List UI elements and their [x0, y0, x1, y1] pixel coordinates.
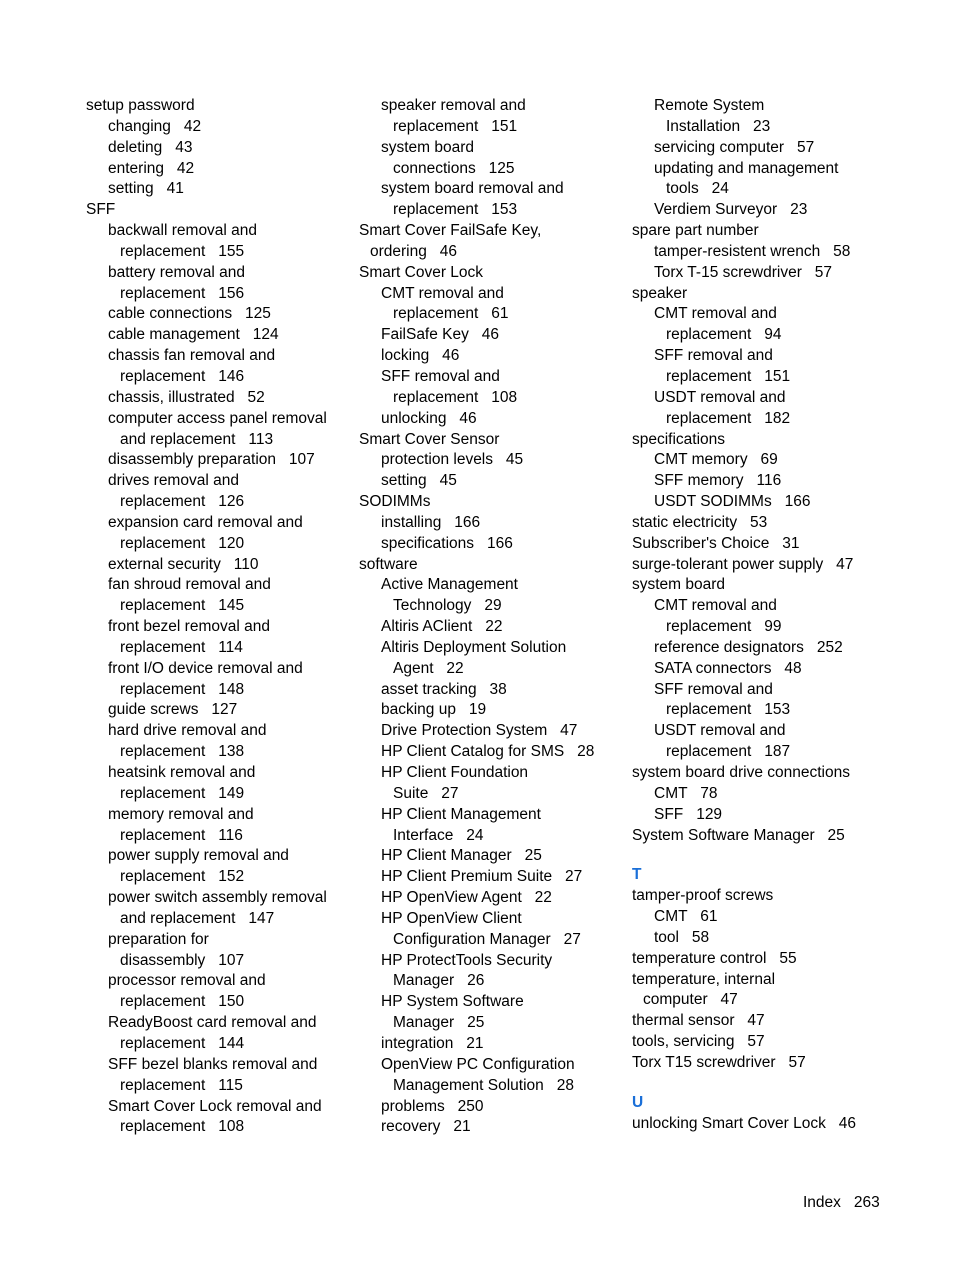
index-entry: ordering 46	[370, 242, 458, 260]
index-entry: integration 21	[381, 1034, 484, 1052]
index-entry: Management Solution 28	[393, 1076, 574, 1094]
index-entry: USDT removal and	[654, 388, 786, 406]
index-entry: static electricity 53	[632, 513, 768, 531]
index-entry: battery removal and	[108, 263, 245, 281]
index-entry: power switch assembly removal	[108, 889, 327, 907]
index-entry: Torx T-15 screwdriver 57	[654, 263, 833, 281]
index-entry: heatsink removal and	[108, 764, 256, 781]
index-entry: Smart Cover FailSafe Key,	[359, 222, 542, 240]
index-entry: tools, servicing 57	[632, 1033, 765, 1051]
index-entry: replacement 99	[666, 618, 782, 636]
index-entry: Active Management	[381, 576, 518, 594]
index-entry: HP ProtectTools Security	[381, 951, 553, 969]
index-entry: replacement 146	[120, 367, 245, 385]
index-entry: thermal sensor 47	[632, 1012, 765, 1030]
index-entry: System Software Manager 25	[632, 826, 845, 844]
index-entry: system board removal and	[381, 180, 564, 198]
index-entry: CMT removal and	[381, 284, 504, 302]
index-entry: replacement 61	[393, 305, 509, 323]
index-entry: computer access panel removal	[108, 409, 327, 427]
index-entry: backwall removal and	[108, 222, 258, 240]
index-entry: deleting 43	[108, 138, 193, 156]
index-entry: updating and management	[654, 159, 839, 177]
index-entry: CMT 61	[654, 908, 718, 926]
index-entry: power supply removal and	[108, 847, 289, 865]
index-entry: and replacement 147	[120, 909, 275, 927]
index-entry: replacement 120	[120, 534, 245, 552]
index-entry: entering 42	[108, 159, 195, 177]
index-entry: HP Client Premium Suite 27	[381, 868, 583, 886]
index-entry: unlocking Smart Cover Lock 46	[632, 1114, 856, 1132]
index-entry: ReadyBoost card removal and	[108, 1014, 317, 1032]
index-entry: replacement 153	[666, 701, 791, 719]
index-entry: replacement 145	[120, 597, 245, 615]
index-entry: servicing computer 57	[654, 138, 815, 156]
index-entry: SFF removal and	[654, 347, 773, 365]
index-entry: unlocking 46	[381, 409, 477, 427]
index-entry: hard drive removal and	[108, 722, 267, 740]
index-entry: guide screws 127	[108, 701, 238, 719]
section-gap	[632, 846, 856, 865]
index-entry: speaker	[632, 284, 688, 302]
index-entry: replacement 148	[120, 680, 245, 698]
page-footer: Index 263	[803, 1194, 880, 1211]
index-entry: computer 47	[643, 991, 738, 1009]
index-entry: preparation for	[108, 930, 209, 948]
index-entry: system board	[632, 576, 726, 594]
index-entry: software	[359, 555, 418, 573]
index-entry: drives removal and	[108, 472, 239, 490]
index-entry: Altiris Deployment Solution	[381, 638, 567, 656]
index-entry: replacement 153	[393, 201, 518, 219]
index-section-letter: U	[632, 1093, 644, 1111]
index-entry: SATA connectors 48	[654, 659, 802, 677]
index-entry: tamper-proof screws	[632, 887, 774, 905]
index-entry: Drive Protection System 47	[381, 722, 578, 740]
index-entry: disassembly preparation 107	[108, 451, 315, 469]
index-entry: replacement 126	[120, 493, 245, 511]
index-entry: Torx T15 screwdriver 57	[632, 1053, 806, 1071]
index-entry: replacement 150	[120, 993, 245, 1011]
index-entry: SFF memory 116	[654, 472, 782, 490]
index-entry: SODIMMs	[359, 493, 431, 511]
index-entry: memory removal and	[108, 805, 254, 823]
index-entry: HP OpenView Client	[381, 909, 522, 927]
index-entry: replacement 108	[393, 388, 518, 406]
index-entry: Remote System	[654, 97, 765, 114]
index-entry: HP System Software	[381, 993, 524, 1011]
index-entry: CMT memory 69	[654, 451, 778, 469]
index-entry: HP Client Management	[381, 805, 541, 823]
index-entry: replacement 149	[120, 784, 245, 802]
index-entry: replacement 144	[120, 1034, 245, 1052]
index-entry: connections 125	[393, 159, 515, 177]
index-entry: problems 250	[381, 1097, 484, 1115]
index-entry: cable management 124	[108, 326, 279, 344]
index-entry: external security 110	[108, 555, 259, 573]
index-entry: Manager 26	[393, 972, 485, 990]
index-entry: tamper-resistent wrench 58	[654, 242, 851, 260]
index-entry: spare part number	[632, 222, 759, 240]
section-gap	[632, 1074, 856, 1093]
index-entry: Technology 29	[393, 597, 502, 615]
index-entry: Configuration Manager 27	[393, 930, 581, 948]
index-entry: CMT 78	[654, 784, 718, 802]
index-entry: OpenView PC Configuration	[381, 1055, 575, 1073]
index-entry: tool 58	[654, 928, 710, 946]
index-entry: setting 45	[381, 472, 457, 490]
index-entry: HP Client Foundation	[381, 764, 529, 781]
index-entry: tools 24	[666, 180, 729, 198]
index-entry: Suite 27	[393, 784, 459, 802]
index-entry: and replacement 113	[120, 430, 274, 448]
index-column-2	[359, 96, 594, 1138]
index-column-1	[86, 96, 327, 1138]
index-entry: CMT removal and	[654, 305, 777, 323]
index-entry: front I/O device removal and	[108, 659, 303, 677]
index-entry: locking 46	[381, 347, 460, 365]
index-entry: temperature control 55	[632, 949, 797, 967]
index-entry: chassis fan removal and	[108, 347, 276, 365]
index-entry: SFF	[86, 201, 116, 219]
index-entry: disassembly 107	[120, 951, 245, 969]
index-entry: HP OpenView Agent 22	[381, 889, 552, 907]
index-entry: Installation 23	[666, 117, 771, 135]
index-entry: Interface 24	[393, 826, 484, 844]
index-entry: chassis, illustrated 52	[108, 388, 265, 406]
index-entry: replacement 155	[120, 242, 245, 260]
index-entry: Smart Cover Lock removal and	[108, 1097, 322, 1115]
index-entry: replacement 151	[666, 367, 791, 385]
index-entry: replacement 138	[120, 743, 245, 761]
index-entry: installing 166	[381, 513, 481, 531]
index-entry: replacement 94	[666, 326, 782, 344]
index-entry: expansion card removal and	[108, 513, 303, 531]
index-entry: replacement 114	[120, 638, 243, 656]
index-entry: SFF removal and	[654, 680, 773, 698]
index-entry: SFF removal and	[381, 367, 500, 385]
index-entry: replacement 156	[120, 284, 245, 302]
index-entry: replacement 116	[120, 826, 243, 844]
index-section-letter: T	[632, 866, 642, 884]
index-entry: changing 42	[108, 117, 202, 135]
index-column-3	[632, 96, 856, 1135]
index-entry: cable connections 125	[108, 305, 271, 323]
index-entry: processor removal and	[108, 972, 266, 990]
index-entry: replacement 115	[120, 1076, 243, 1094]
index-entry: speaker removal and	[381, 97, 526, 114]
index-entry: Subscriber's Choice 31	[632, 534, 800, 552]
index-entry: FailSafe Key 46	[381, 326, 500, 344]
index-entry: front bezel removal and	[108, 618, 270, 636]
index-entry: replacement 182	[666, 409, 791, 427]
index-entry: system board drive connections	[632, 764, 850, 781]
index-entry: Agent 22	[393, 659, 464, 677]
index-entry: backing up 19	[381, 701, 487, 719]
index-entry: temperature, internal	[632, 970, 776, 988]
index-entry: USDT SODIMMs 166	[654, 493, 811, 511]
index-entry: setup password	[86, 97, 195, 114]
index-entry: replacement 152	[120, 868, 245, 886]
index-entry: protection levels 45	[381, 451, 524, 469]
index-entry: system board	[381, 138, 475, 156]
index-entry: Verdiem Surveyor 23	[654, 201, 808, 219]
index-entry: USDT removal and	[654, 722, 786, 740]
index-entry: specifications 166	[381, 534, 513, 552]
index-entry: Smart Cover Sensor	[359, 430, 500, 448]
index-entry: reference designators 252	[654, 638, 843, 656]
index-entry: setting 41	[108, 180, 184, 198]
index-entry: replacement 108	[120, 1118, 245, 1136]
index-entry: HP Client Manager 25	[381, 847, 542, 865]
index-entry: Altiris AClient 22	[381, 618, 503, 636]
index-entry: surge-tolerant power supply 47	[632, 555, 854, 573]
index-entry: HP Client Catalog for SMS 28	[381, 743, 595, 761]
index-entry: SFF 129	[654, 805, 723, 823]
index-entry: replacement 151	[393, 117, 518, 135]
index-entry: Smart Cover Lock	[359, 263, 484, 281]
index-entry: fan shroud removal and	[108, 576, 271, 594]
index-entry: Manager 25	[393, 1014, 485, 1032]
index-entry: specifications	[632, 430, 726, 448]
index-entry: SFF bezel blanks removal and	[108, 1055, 318, 1073]
index-entry: recovery 21	[381, 1118, 471, 1136]
index-entry: replacement 187	[666, 743, 791, 761]
index-entry: CMT removal and	[654, 597, 777, 615]
index-entry: asset tracking 38	[381, 680, 507, 698]
